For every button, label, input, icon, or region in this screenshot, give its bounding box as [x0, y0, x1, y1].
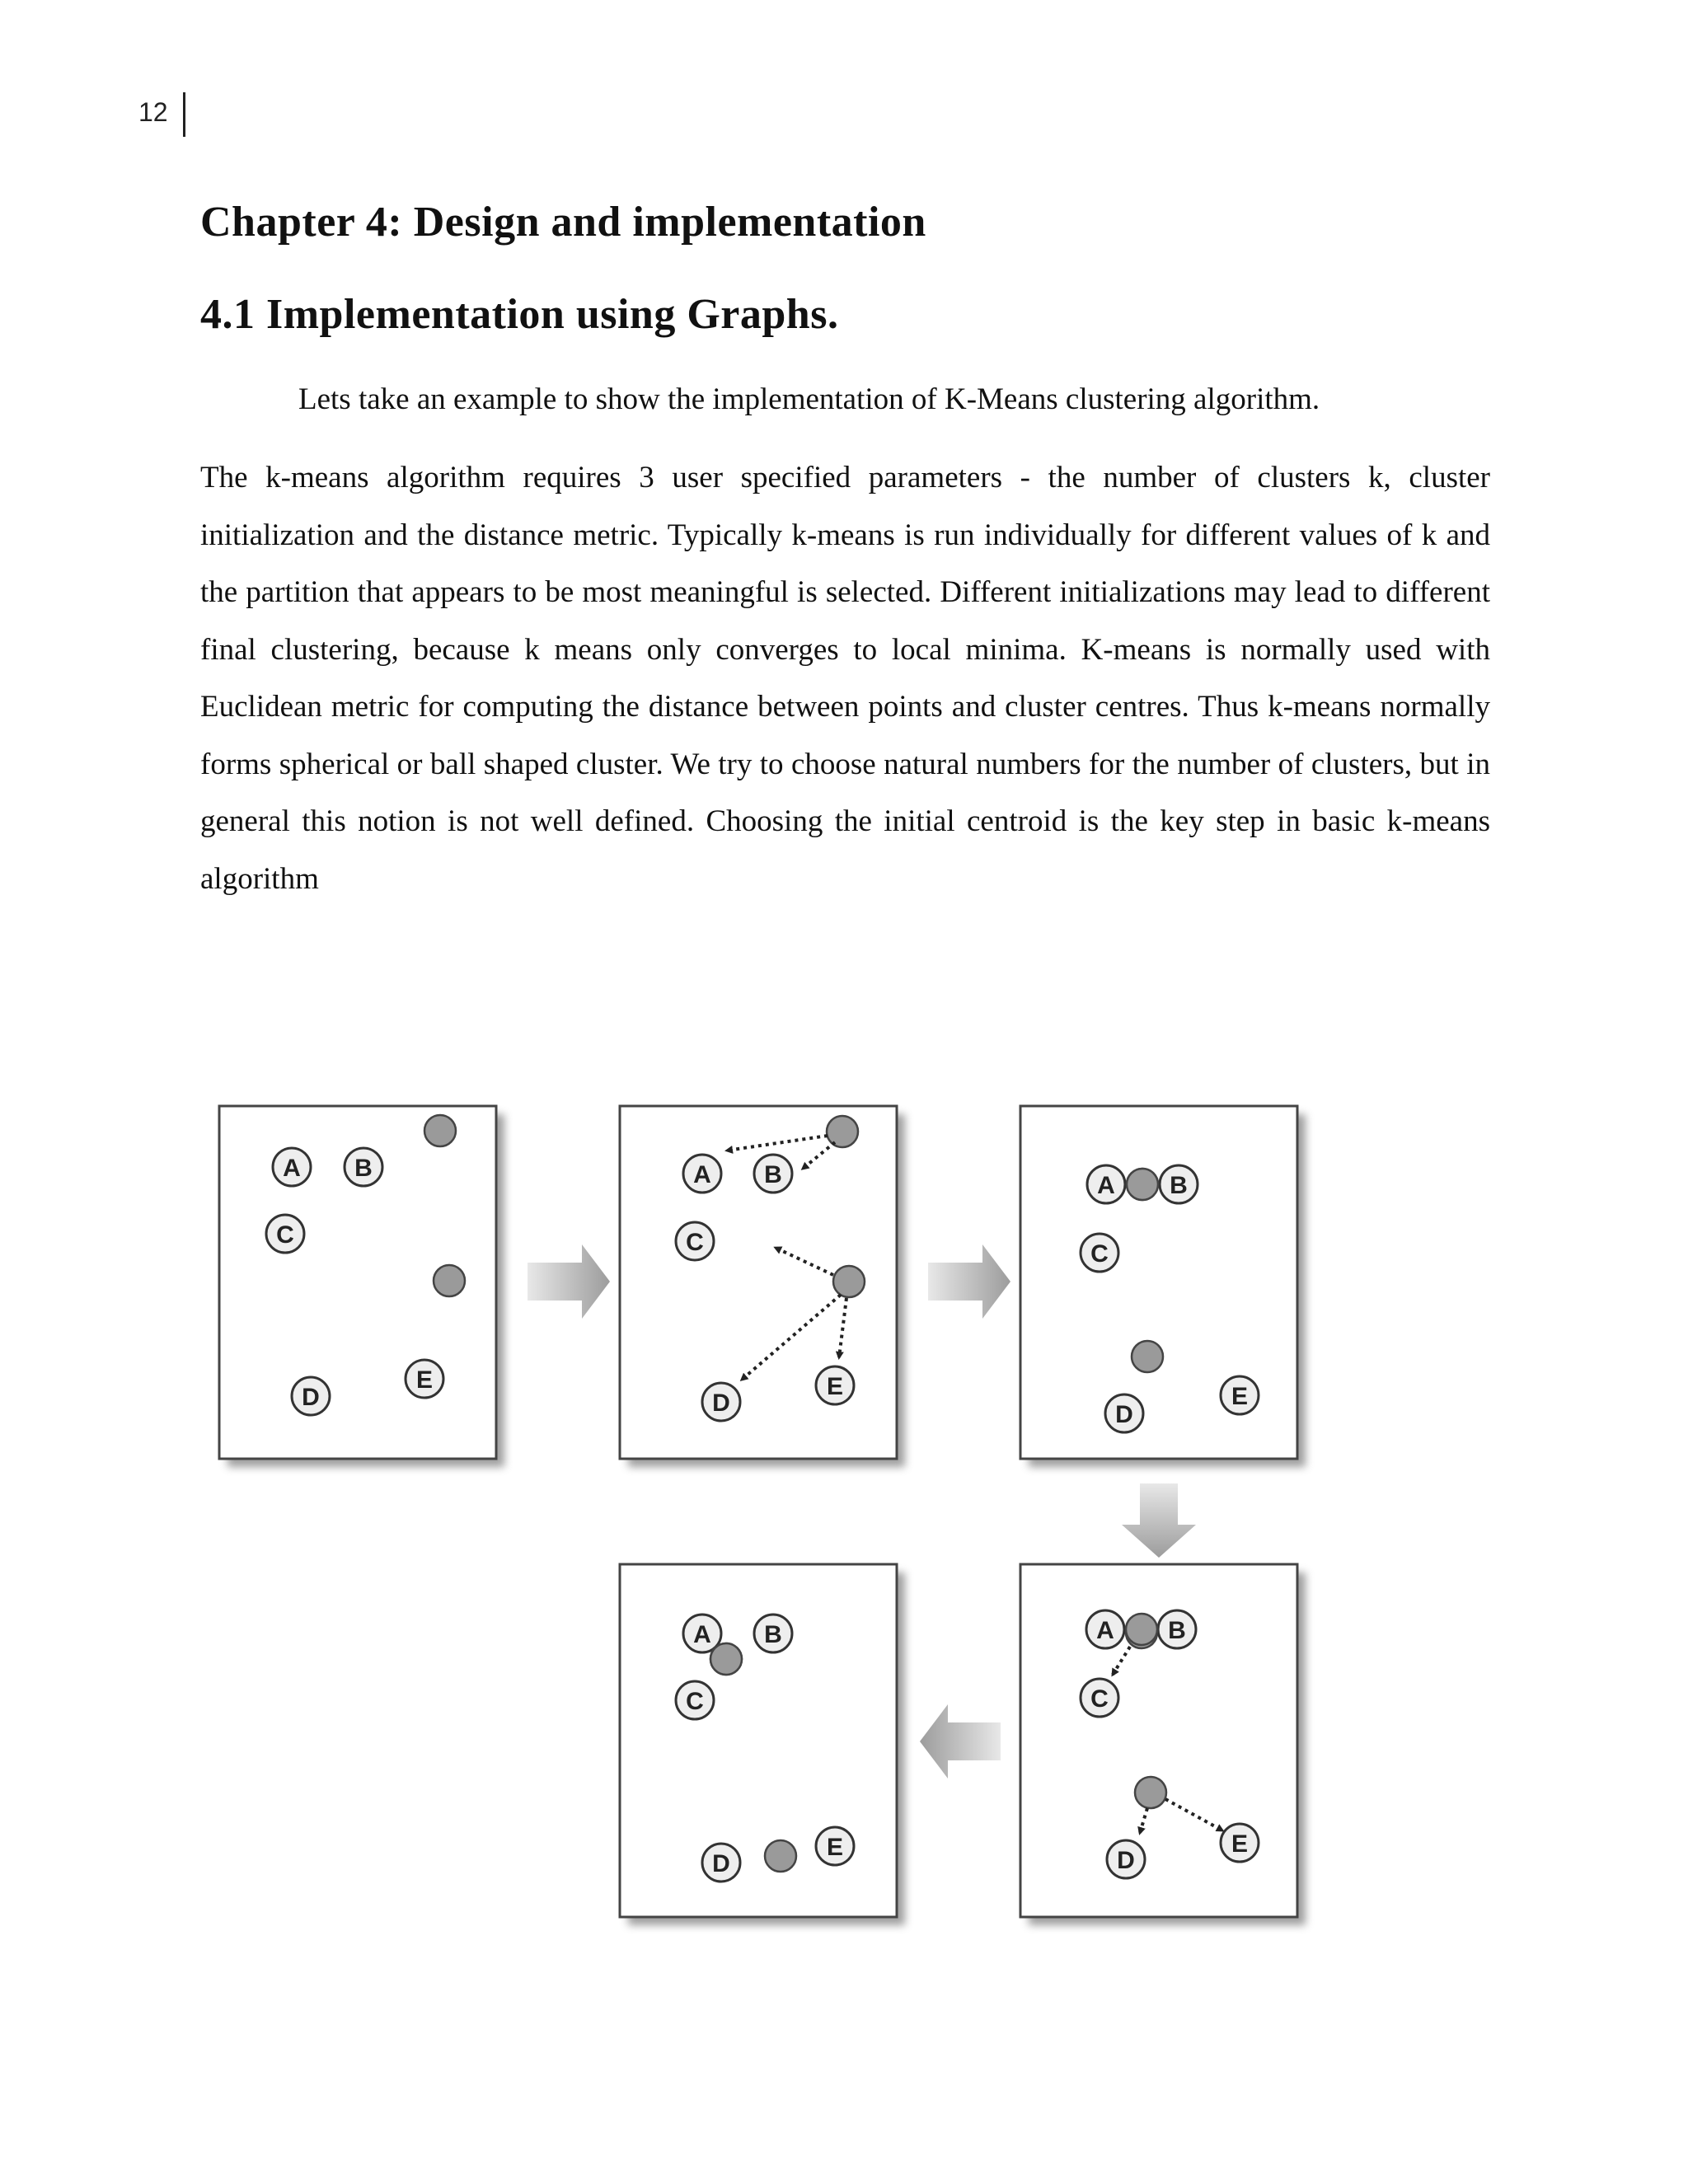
point-e: [1221, 1824, 1259, 1862]
svg-text:A: A: [1097, 1172, 1115, 1199]
svg-text:A: A: [693, 1161, 711, 1188]
chapter-title: Chapter 4: Design and implementation: [200, 199, 926, 246]
point-b: [754, 1155, 792, 1193]
point-b: [1158, 1610, 1196, 1648]
point-e: [816, 1827, 854, 1865]
centroid: [827, 1116, 858, 1147]
step-arrow-down: [1122, 1483, 1196, 1558]
panel-4: [620, 1564, 897, 1917]
svg-text:D: D: [712, 1390, 730, 1417]
point-e: [1221, 1376, 1259, 1414]
section-title: 4.1 Implementation using Graphs.: [200, 291, 839, 338]
step-arrow-left: [920, 1704, 1001, 1779]
point-c: [1081, 1234, 1118, 1272]
point-a: [1087, 1165, 1125, 1203]
point-d: [702, 1383, 740, 1421]
svg-text:A: A: [283, 1155, 301, 1182]
svg-text:E: E: [1231, 1383, 1249, 1410]
svg-text:C: C: [276, 1221, 294, 1249]
svg-text:A: A: [693, 1621, 711, 1648]
body-paragraph: The k-means algorithm requires 3 user specified parameters - the number of clusters k, cluster initialization and the distance metric. Typically k-means is run individually for different values of k and the partition that appears to be most meaningful is selected. Different initializations may lead to different final clustering, because k means only converges to local minima. K-means is normally used with Euclidean metric for computing the distance between points and cluster centres. Thus k-means normally forms spherical or ball shaped cluster. We try to choose natural numbers for the number of clusters, but in general this notion is not well defined. Choosing the initial centroid is the key step in basic k-means algorithm: [200, 461, 1490, 896]
point-d: [1105, 1394, 1143, 1432]
page-number: 12: [138, 97, 168, 127]
point-b: [345, 1148, 382, 1186]
centroid: [424, 1115, 456, 1146]
point-c: [1081, 1679, 1118, 1717]
point-d: [1107, 1840, 1145, 1878]
svg-text:A: A: [1096, 1617, 1114, 1644]
svg-text:B: B: [764, 1161, 782, 1188]
svg-text:E: E: [826, 1373, 844, 1400]
svg-text:C: C: [1090, 1685, 1109, 1713]
svg-text:B: B: [1170, 1172, 1188, 1199]
svg-text:D: D: [302, 1384, 320, 1411]
point-e: [406, 1360, 443, 1398]
point-b: [1160, 1165, 1198, 1203]
svg-text:C: C: [686, 1229, 704, 1256]
point-b: [754, 1615, 792, 1652]
point-e: [816, 1366, 854, 1404]
svg-text:D: D: [1115, 1401, 1133, 1428]
centroid: [1127, 1169, 1158, 1200]
step-arrow-right-1: [528, 1244, 610, 1319]
centroid: [1126, 1614, 1157, 1645]
svg-text:C: C: [686, 1688, 704, 1715]
centroid: [765, 1840, 796, 1872]
point-c: [676, 1222, 714, 1260]
centroid: [710, 1643, 742, 1675]
svg-text:D: D: [1117, 1847, 1135, 1874]
point-c: [676, 1681, 714, 1719]
centroid: [1135, 1777, 1166, 1808]
svg-text:E: E: [415, 1366, 434, 1394]
point-d: [292, 1377, 330, 1415]
panel-5: [1020, 1564, 1297, 1917]
centroid: [1132, 1341, 1163, 1372]
step-arrow-right-2: [928, 1244, 1010, 1319]
point-a: [683, 1155, 721, 1193]
svg-text:B: B: [354, 1155, 373, 1182]
svg-text:B: B: [1168, 1617, 1186, 1644]
svg-text:E: E: [826, 1834, 844, 1861]
point-a: [1086, 1610, 1124, 1648]
svg-text:C: C: [1090, 1240, 1109, 1268]
centroid: [833, 1266, 865, 1297]
svg-text:E: E: [1231, 1830, 1249, 1858]
centroid: [434, 1265, 465, 1296]
point-d: [702, 1844, 740, 1882]
intro-sentence: Lets take an example to show the implementation of K-Means clustering algorithm.: [298, 382, 1320, 416]
svg-text:B: B: [764, 1621, 782, 1648]
svg-text:D: D: [712, 1850, 730, 1877]
point-c: [266, 1215, 304, 1253]
point-a: [273, 1148, 311, 1186]
